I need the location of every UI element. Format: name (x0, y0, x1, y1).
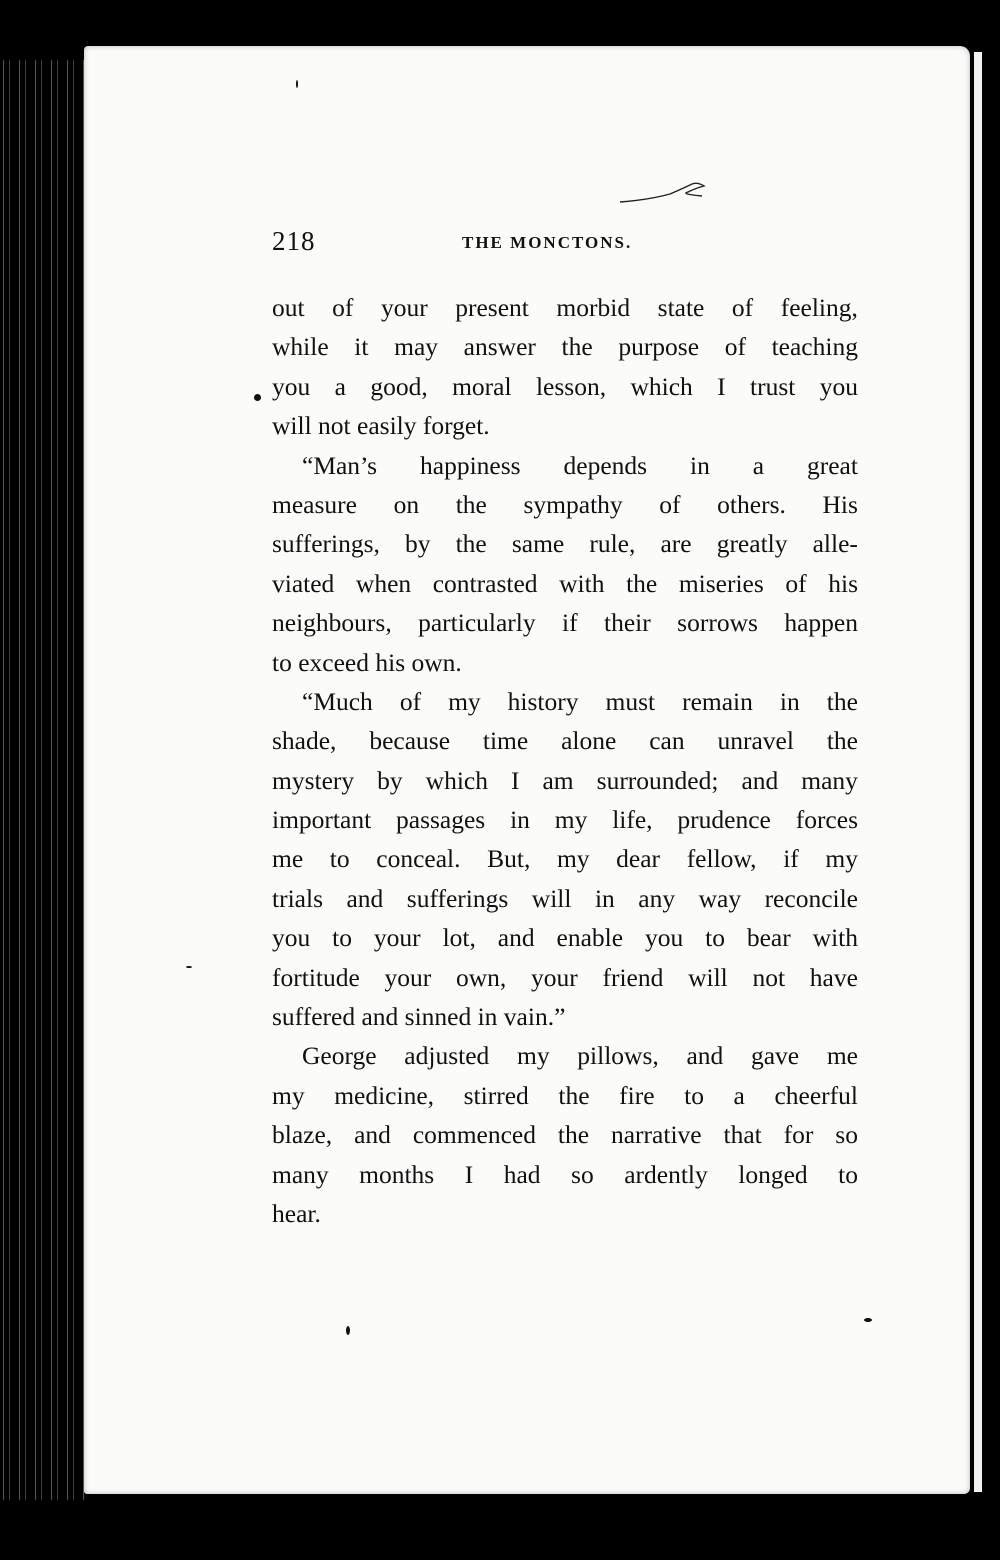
word: sorrows (677, 608, 758, 638)
word: fortitude (272, 962, 360, 992)
word: am (542, 765, 574, 795)
word: medicine, (334, 1080, 435, 1110)
word: my (825, 844, 858, 874)
word: the (455, 489, 487, 519)
pen-flourish-mark (618, 178, 708, 208)
text-line (272, 721, 858, 760)
text-line (272, 918, 858, 957)
word: adjusted (404, 1041, 490, 1071)
text-line (272, 879, 858, 918)
word: reconcile (764, 883, 858, 913)
word: because (369, 726, 451, 756)
word: his (828, 568, 858, 598)
ink-speck (864, 1318, 872, 1322)
word: that (723, 1120, 762, 1150)
word: conceal. (376, 844, 461, 874)
text-line (272, 1076, 858, 1115)
word: of (659, 489, 681, 519)
word: while (272, 332, 329, 362)
page-number: 218 (272, 226, 316, 256)
running-header (272, 222, 672, 262)
word: if (562, 608, 578, 638)
word: narrative (610, 1120, 702, 1150)
word: lot, (442, 923, 476, 953)
text-line (272, 958, 858, 997)
text-line (272, 1036, 858, 1075)
word: way (698, 883, 742, 913)
word: enable (556, 923, 624, 953)
word: for (783, 1120, 814, 1150)
word: so (835, 1120, 858, 1150)
word: ardently (624, 1159, 708, 1189)
word: of (785, 568, 807, 598)
word: sufferings, (272, 529, 380, 559)
word: fire (619, 1080, 655, 1110)
word: lesson, (535, 371, 607, 401)
word: my (272, 1080, 305, 1110)
word: your (373, 923, 421, 953)
word: own, (456, 962, 507, 992)
word: life, (612, 805, 653, 835)
text-line (272, 367, 858, 406)
word: commenced (412, 1120, 537, 1150)
word: you (819, 371, 858, 401)
word: by (404, 529, 431, 559)
paragraph (272, 1036, 858, 1233)
word: present (455, 293, 529, 322)
word: with (812, 923, 858, 953)
word: and (497, 923, 535, 953)
text-line (272, 446, 858, 485)
word: important (272, 805, 372, 835)
word: fellow, (686, 844, 757, 874)
word: great (807, 450, 858, 480)
word: stirred (463, 1080, 529, 1110)
word: out (272, 293, 305, 322)
text-line (272, 761, 858, 800)
word: are (660, 529, 692, 559)
word: you (272, 371, 311, 401)
word: viated (272, 568, 335, 598)
word: will (688, 962, 728, 992)
word: shade, (272, 726, 337, 756)
word: my (556, 844, 590, 874)
word: in (689, 450, 710, 480)
word: you (644, 923, 684, 953)
word: time (482, 726, 529, 756)
word: the (826, 686, 858, 716)
word: surrounded; (596, 765, 719, 795)
running-title: THE MONCTONS. (462, 233, 633, 252)
word: remain (682, 686, 753, 716)
word: bear (746, 923, 791, 953)
word: alle- (812, 529, 858, 559)
text-line (272, 839, 858, 878)
word: passages (396, 805, 486, 835)
word: if (783, 844, 799, 874)
word: of (731, 293, 754, 322)
word: me (272, 844, 304, 874)
word: neighbours, (272, 608, 392, 638)
word: feeling, (780, 293, 858, 322)
text-line (272, 1155, 858, 1194)
word: many (272, 1159, 329, 1189)
text-line (272, 1115, 858, 1154)
word: greatly (716, 529, 788, 559)
word: of (332, 293, 354, 322)
word: my (448, 686, 481, 716)
word: of (724, 332, 746, 362)
ink-speck (254, 394, 261, 401)
word: your (531, 962, 578, 992)
word: must (605, 686, 656, 716)
text-line (272, 603, 858, 642)
word: I (510, 765, 520, 795)
word: in (779, 686, 800, 716)
word: “Much (302, 686, 373, 716)
word: “Man’s (302, 450, 378, 480)
word: me (826, 1041, 858, 1071)
word: to (684, 1080, 704, 1110)
word: sufferings (406, 883, 509, 913)
word: by (377, 765, 403, 795)
word: I (717, 371, 726, 401)
word: to (329, 844, 350, 874)
word: and (346, 883, 384, 913)
word: George (302, 1041, 377, 1071)
page-edge-strip (974, 52, 982, 1492)
text-line: suffered and sinned in vain.” (272, 1002, 566, 1032)
word: the (558, 1080, 590, 1110)
word: the (455, 529, 487, 559)
ink-speck (296, 80, 298, 88)
word: alone (561, 726, 617, 756)
text-line: hear. (272, 1198, 321, 1228)
word: your (384, 962, 432, 992)
text-line (272, 288, 858, 327)
word: may (394, 332, 439, 362)
binding-gutter (0, 60, 84, 1500)
word: sympathy (523, 489, 623, 519)
text-line: will not easily forget. (272, 411, 490, 441)
word: moral (452, 371, 512, 401)
word: a (334, 371, 346, 401)
word: which (425, 765, 488, 795)
word: in (594, 883, 615, 913)
word: others. (717, 489, 786, 519)
text-line (272, 524, 858, 563)
word: it (354, 332, 369, 362)
word: and (354, 1120, 391, 1150)
word: happiness (420, 450, 521, 480)
word: you (272, 923, 311, 953)
word: friend (602, 962, 664, 992)
word: and (686, 1041, 724, 1071)
word: so (571, 1159, 594, 1189)
word: your (380, 293, 428, 322)
word: my (554, 805, 588, 835)
word: trust (750, 371, 796, 401)
word: measure (272, 489, 357, 519)
word: to (332, 923, 352, 953)
word: depends (563, 450, 648, 480)
word: the (557, 1120, 590, 1150)
word: the (626, 568, 658, 598)
word: any (638, 883, 676, 913)
word: good, (370, 371, 428, 401)
word: cheerful (774, 1080, 858, 1110)
word: a (733, 1080, 745, 1110)
word: particularly (418, 608, 536, 638)
word: dear (616, 844, 661, 874)
word: gave (750, 1041, 800, 1071)
word: the (826, 726, 858, 756)
word: forces (795, 805, 858, 835)
text-line (272, 485, 858, 524)
word: miseries (678, 568, 764, 598)
paragraph (272, 288, 858, 446)
word: can (649, 726, 685, 756)
word: same (511, 529, 565, 559)
word: morbid (556, 293, 631, 322)
ink-speck (186, 966, 192, 968)
word: to (705, 923, 725, 953)
word: to (838, 1159, 858, 1189)
ink-speck (346, 1326, 350, 1335)
word: contrasted (432, 568, 538, 598)
word: I (464, 1159, 474, 1189)
word: trials (272, 883, 323, 913)
word: months (359, 1159, 435, 1189)
text-line (272, 564, 858, 603)
word: when (355, 568, 412, 598)
word: prudence (677, 805, 771, 835)
text-line (272, 682, 858, 721)
word: His (822, 489, 858, 519)
word: of (399, 686, 422, 716)
word: state (657, 293, 705, 322)
word: blaze, (272, 1120, 333, 1150)
word: But, (487, 844, 531, 874)
word: will (531, 883, 572, 913)
word: purpose (618, 332, 700, 362)
text-line: to exceed his own. (272, 647, 462, 677)
body-text (272, 288, 858, 1233)
word: rule, (589, 529, 636, 559)
word: with (559, 568, 605, 598)
word: on (393, 489, 420, 519)
word: unravel (717, 726, 794, 756)
word: teaching (771, 332, 858, 362)
text-line (272, 327, 858, 366)
word: in (510, 805, 530, 835)
word: had (503, 1159, 541, 1189)
word: happen (784, 608, 858, 638)
word: my (516, 1041, 550, 1071)
word: their (604, 608, 651, 638)
word: the (561, 332, 593, 362)
word: have (809, 962, 858, 992)
word: longed (738, 1159, 808, 1189)
paragraph (272, 682, 858, 1037)
word: answer (463, 332, 536, 362)
paragraph (272, 446, 858, 682)
word: pillows, (577, 1041, 659, 1071)
word: many (801, 765, 858, 795)
word: history (507, 686, 579, 716)
word: and (741, 765, 779, 795)
text-line (272, 800, 858, 839)
word: which (630, 371, 693, 401)
word: not (752, 962, 786, 992)
word: mystery (272, 765, 355, 795)
word: a (752, 450, 765, 480)
